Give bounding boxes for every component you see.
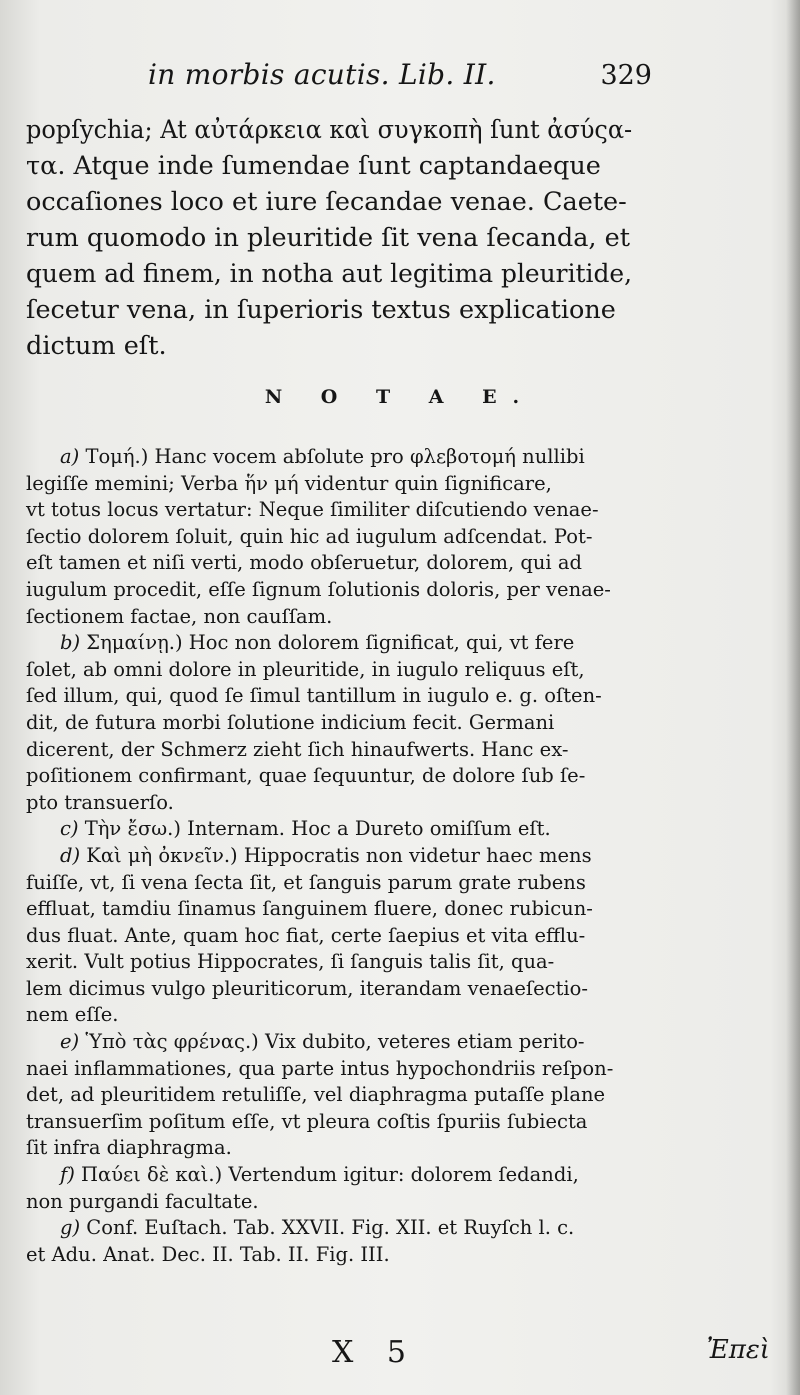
note-line <box>26 1215 638 1242</box>
note-text: ſit infra diaphragma. <box>26 1136 232 1160</box>
note-text: dit, de futura morbi ſolutione indicium fecit. Germani <box>26 710 555 734</box>
page-footer <box>0 1335 800 1381</box>
page-number: 329 <box>600 60 652 91</box>
note-line <box>26 1162 638 1189</box>
note-line <box>26 1002 638 1029</box>
note-line <box>26 577 638 604</box>
note-text: pto transuerſo. <box>26 790 174 814</box>
note-line <box>26 550 638 577</box>
main-paragraph <box>26 112 632 364</box>
note-text: xerit. Vult potius Hippocrates, ſi ſanguis talis ſit, qua- <box>26 950 555 974</box>
running-title: in morbis acutis. Lib. II. <box>148 58 496 91</box>
note-line <box>26 816 638 843</box>
note-line <box>26 657 638 684</box>
note-line <box>26 790 638 817</box>
note-text: dus fluat. Ante, quam hoc fiat, certe ſaepius et vita efflu- <box>26 923 586 947</box>
note-line <box>26 630 638 657</box>
note-marker: d) <box>60 843 81 867</box>
catchword: Ἐπεὶ <box>706 1335 770 1365</box>
note-line <box>26 737 638 764</box>
note-line <box>26 471 638 498</box>
note-text: nem eſſe. <box>26 1003 119 1027</box>
note-text: Conf. Euſtach. Tab. XXVII. Fig. XII. et Ruyſch l. c. <box>86 1216 575 1240</box>
note-text: Τομή.) Hanc vocem abſolute pro φλεβοτομή nullibi <box>85 445 585 468</box>
signature-mark: X 5 <box>332 1335 418 1370</box>
note-line <box>26 1056 638 1083</box>
main-line: quem ad finem, in notha aut legitima pleuritide, <box>26 259 633 289</box>
main-line: τα. Atque inde ſumendae ſunt captandaeque <box>26 151 601 181</box>
note-text: non purgandi facultate. <box>26 1189 259 1213</box>
note-marker: a) <box>60 445 80 468</box>
note-line <box>26 976 638 1003</box>
note-text: effluat, tamdiu ſinamus ſanguinem fluere, donec rubicun- <box>26 897 593 921</box>
note-text: poſitionem confirmant, quae ſequuntur, de dolore ſub ſe- <box>26 764 586 788</box>
note-marker: g) <box>60 1216 81 1240</box>
note-text: legiſſe memini; Verba ἥν μή videntur quin ſignificare, <box>26 471 552 495</box>
note-line <box>26 843 638 870</box>
page-header <box>30 58 770 102</box>
note-text: det, ad pleuritidem retuliſſe, vel diaphragma putaſſe plane <box>26 1083 606 1107</box>
notes-section <box>26 444 638 1268</box>
note-line <box>26 923 638 950</box>
note-line <box>26 1082 638 1109</box>
note-text: ſolet, ab omni dolore in pleuritide, in iugulo reliquus eſt, <box>26 657 585 681</box>
note-line <box>26 949 638 976</box>
note-text: ſectionem factae, non cauſſam. <box>26 604 333 628</box>
note-text: naei inflammationes, qua parte intus hypochondriis reſpon- <box>26 1056 614 1080</box>
note-text: Παύει δὲ καὶ.) Vertendum igitur: dolorem ſedandi, <box>81 1163 579 1187</box>
note-text: lem dicimus vulgo pleuriticorum, iterandam venaeſectio- <box>26 976 588 1000</box>
main-line: dictum eſt. <box>26 331 167 361</box>
note-line <box>26 683 638 710</box>
note-line <box>26 604 638 631</box>
note-text: Τὴν ἔσω.) Internam. Hoc a Dureto omiſſum eſt. <box>84 817 551 841</box>
note-text: iugulum procedit, eſſe ſignum ſolutionis doloris, per venae- <box>26 577 611 601</box>
main-line: popſychia; At αὐτάρκεια καὶ συγκοπὴ ſunt ἀσύςα- <box>26 115 633 145</box>
note-line <box>26 524 638 551</box>
note-text: ſed illum, qui, quod ſe ſimul tantillum in iugulo e. g. oſten- <box>26 684 602 708</box>
note-marker: c) <box>60 817 79 841</box>
note-line <box>26 1135 638 1162</box>
note-marker: e) <box>60 1030 80 1054</box>
note-text: eſt tamen et niſi verti, modo obſeruetur, dolorem, qui ad <box>26 551 582 575</box>
main-line: ſecetur vena, in ſuperioris textus explicatione <box>26 295 616 325</box>
note-text: Καὶ μὴ ὀκνεῖν.) Hippocratis non videtur haec mens <box>86 843 592 867</box>
note-marker: f) <box>60 1163 75 1187</box>
note-text: dicerent, der Schmerz zieht ſich hinaufwerts. Hanc ex- <box>26 737 569 761</box>
note-line <box>26 1242 638 1269</box>
notes-heading: N O T A E. <box>264 386 536 408</box>
note-text: transuerſim poſitum eſſe, vt pleura coſtis ſpuriis ſubiecta <box>26 1109 588 1133</box>
note-line <box>26 444 638 471</box>
note-line <box>26 896 638 923</box>
note-text: vt totus locus vertatur: Neque ſimiliter diſcutiendo venae- <box>26 498 599 522</box>
note-text: ſectio dolorem ſoluit, quin hic ad iugulum adſcendat. Pot- <box>26 524 593 548</box>
note-line <box>26 870 638 897</box>
note-line <box>26 497 638 524</box>
main-line: occaſiones loco et iure ſecandae venae. Caete- <box>26 187 627 217</box>
note-text: Σημαίνῃ.) Hoc non dolorem ſignificat, qui, vt fere <box>86 631 575 655</box>
note-line <box>26 1029 638 1056</box>
note-text: et Adu. Anat. Dec. II. Tab. II. Fig. III. <box>26 1242 390 1266</box>
note-line <box>26 763 638 790</box>
note-text: fuiſſe, vt, ſi vena ſecta ſit, et ſanguis parum grate rubens <box>26 870 586 894</box>
note-text: Ὑπὸ τὰς φρένας.) Vix dubito, veteres etiam perito- <box>85 1030 585 1054</box>
main-line: rum quomodo in pleuritide ſit vena ſecanda, et <box>26 223 630 253</box>
note-line <box>26 1109 638 1136</box>
note-marker: b) <box>60 631 81 655</box>
note-line <box>26 1189 638 1216</box>
note-line <box>26 710 638 737</box>
